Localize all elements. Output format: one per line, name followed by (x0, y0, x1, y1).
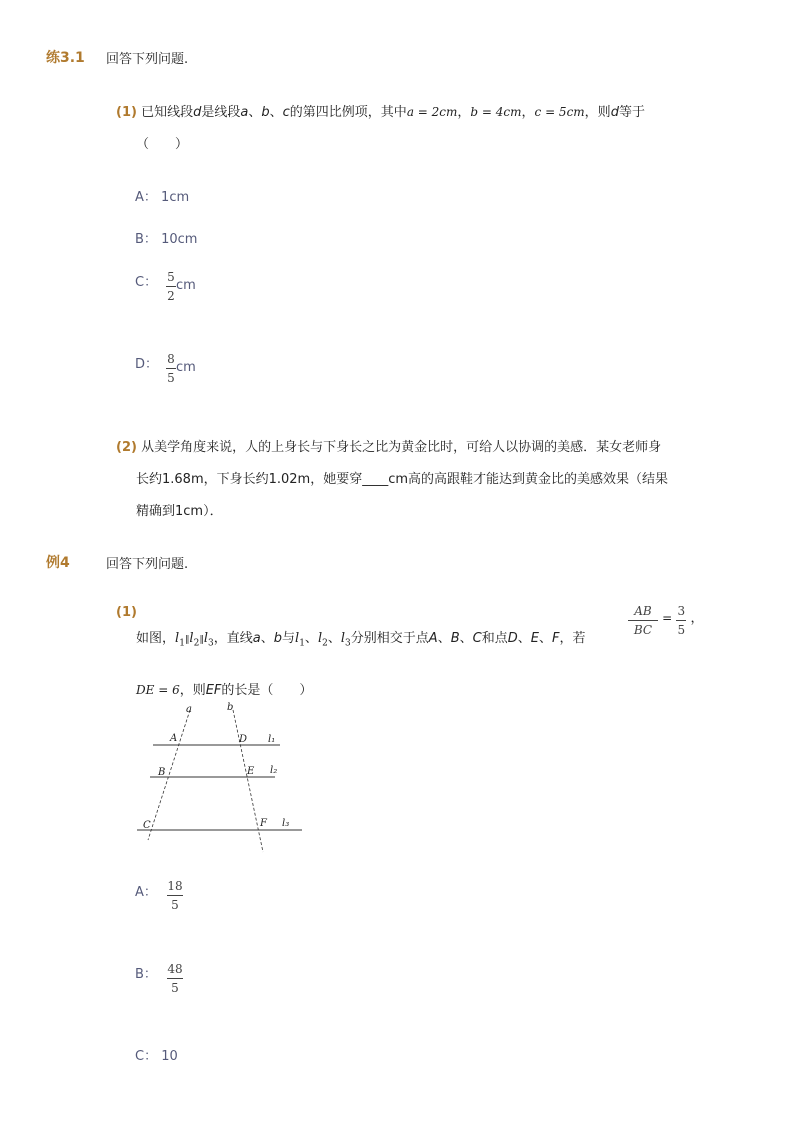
section-label: 例4 (46, 555, 70, 571)
point-label-a: A (170, 733, 178, 744)
line-label-a: a (186, 704, 192, 715)
answer-blank: （ ） (136, 137, 189, 152)
parallel-label-l2: l₂ (270, 765, 278, 776)
option-b[interactable]: B： (135, 967, 157, 982)
point-label-d: D (239, 734, 248, 745)
option-d-fraction: $\frac{8}{5}cm$ (167, 352, 196, 385)
option-c[interactable]: C： (135, 275, 158, 290)
point-label-f: F (260, 818, 267, 829)
question-text-line: DE = 6，则EF的长是（ ） (136, 683, 313, 698)
transversal-b (233, 710, 263, 852)
question-number: (1) (116, 605, 137, 620)
section-label: 练3.1 (46, 50, 85, 66)
section-title: 回答下列问题. (106, 557, 189, 572)
option-b[interactable]: B： 10cm (135, 232, 198, 247)
question-text-line: 从美学角度来说，人的上身长与下身长之比为黄金比时，可给人以协调的美感．某女老师身 (141, 440, 662, 455)
line-label-b: b (227, 702, 234, 713)
option-d[interactable]: D： (135, 357, 159, 372)
option-c-fraction: $\frac{5}{2}cm$ (167, 270, 196, 303)
point-label-c: C (143, 820, 151, 831)
parallel-lines-figure (130, 700, 310, 860)
question-number: (1) (116, 105, 137, 120)
option-a-fraction: $\frac{18}{5}$ (167, 879, 183, 912)
parallel-label-l1: l₁ (268, 734, 276, 745)
option-a[interactable]: A： (135, 885, 157, 900)
option-a[interactable]: A： 1cm (135, 190, 190, 205)
question-text: 已知线段d是线段a、b、c的第四比例项，其中a = 2cm，b = 4cm，c = 5cm，则d等于 (141, 105, 645, 120)
point-label-b: B (158, 767, 166, 778)
question-number: (2) (116, 440, 137, 455)
option-c[interactable]: C： 10 (135, 1049, 178, 1064)
point-label-e: E (247, 766, 255, 777)
question-2 (116, 436, 661, 455)
transversal-a (148, 710, 190, 840)
question-text-line: 长约1.68m，下身长约1.02m，她要穿____cm高的高跟鞋才能达到黄金比的美感效果（结果 (136, 472, 669, 487)
question-text-line: 精确到1cm）． (136, 504, 223, 519)
ratio-fraction: $\frac{AB}{BC} = \frac{3}{5}$ ， (628, 604, 704, 638)
parallel-label-l3: l₃ (282, 818, 290, 829)
option-b-fraction: $\frac{48}{5}$ (167, 962, 183, 995)
question-1 (116, 101, 645, 120)
question-text-line: 如图，$l_1\parallel l_2\parallel l_3$，直线a、b与$l_1$、$l_2$、$l_3$分别相交于点A、B、C和点D、E、F，若 (136, 631, 586, 649)
section-title: 回答下列问题. (106, 52, 189, 67)
